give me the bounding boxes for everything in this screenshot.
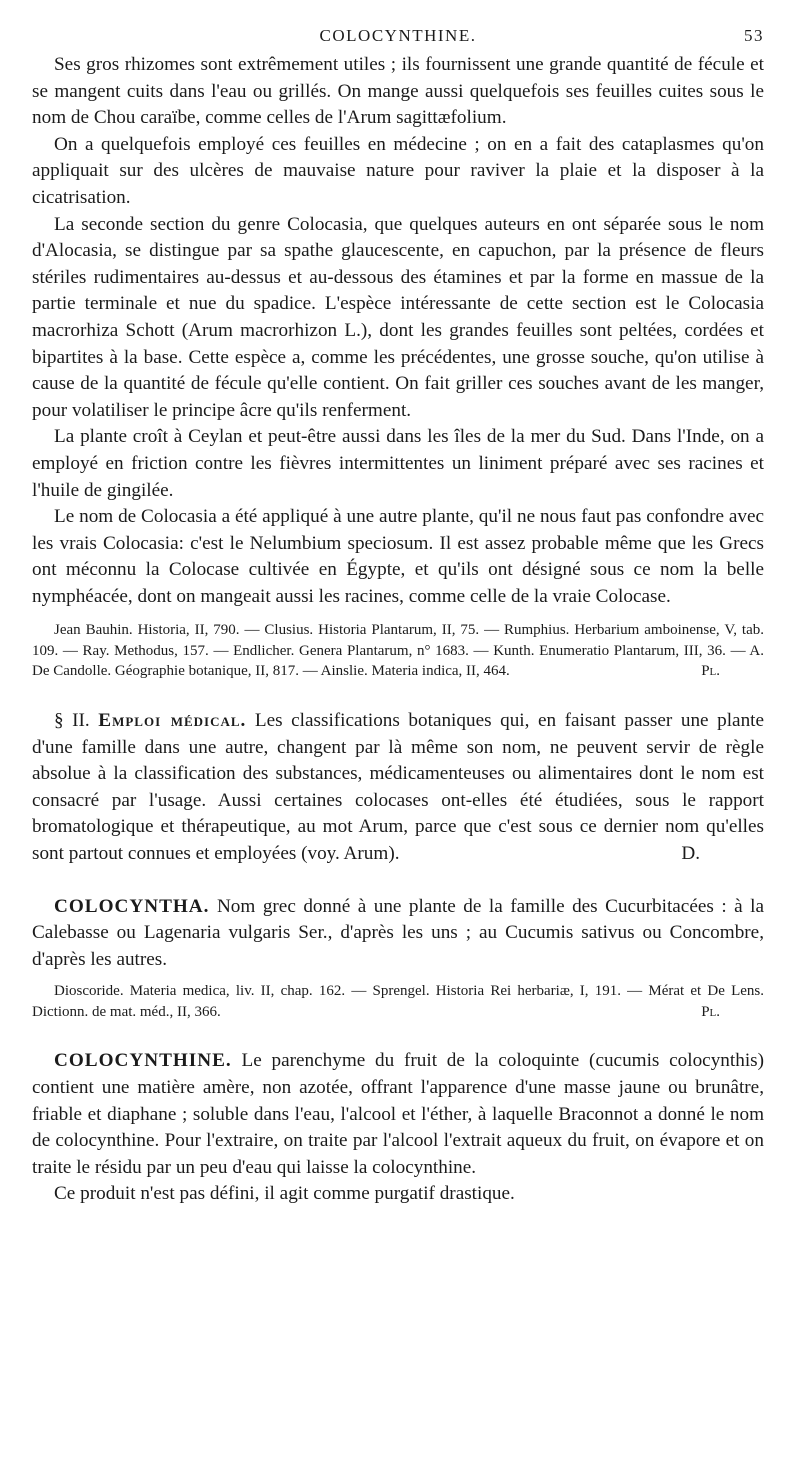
author-signature: Pl. bbox=[701, 663, 720, 680]
page-number: 53 bbox=[744, 26, 764, 45]
closing-sentence: Ce produit n'est pas défini, il agit comme purgatif drastique. bbox=[54, 1183, 515, 1205]
running-title: COLOCYNTHINE. bbox=[319, 26, 477, 45]
references-text: Jean Bauhin. Historia, II, 790. — Clusius. Historia Plantarum, II, 75. — Rumphius. Herbarium amboinense, V, tab. 109. — Ray. Methodus, 157. — Endlicher. Genera Plantarum, n° 1683. — Kunth. Enumeratio Plantarum, III, 36. — A. De Candolle. Géographie botanique, II, 817. — Ainslie. Materia indica, II, 464. bbox=[32, 622, 764, 680]
author-signature: D. bbox=[681, 842, 700, 864]
entry-text: Nom grec donné à une plante de la famille des Cucurbitacées : à la Calebasse ou Lagenaria vulgaris Ser., d'après les uns ; au Cucumis sativus ou Concombre, d'après les autres. bbox=[32, 895, 764, 970]
entry-headword: COLOCYNTHA. bbox=[54, 895, 210, 917]
paragraph-rhizomes: Ses gros rhizomes sont extrêmement utiles ; ils fournissent une grande quantité de fécule et se mangent cuits dans l'eau ou grillés. On mange aussi quelquefois ses feuilles cuites sous le nom de Chou caraïbe, comme celles de l'Arum sagittæfolium. bbox=[32, 54, 764, 129]
running-header bbox=[32, 26, 764, 52]
page bbox=[32, 26, 764, 1208]
paragraph-alocasia: La seconde section du genre Colocasia, que quelques auteurs en ont séparée sous le nom d'Alocasia, se distingue par sa spathe glaucescente, en capuchon, par la présence de fleurs stériles rudimentaires au-dessus et au-dessous des étamines et par la forme en massue de la partie terminale et nue du spadice. L'espèce intéressante de cette section est le Colocasia macrorhiza Schott (Arum macrorhizon L.), dont les grandes feuilles sont peltées, cordées et bipartites à la base. Cette espèce a, comme les précédentes, une grosse souche, qu'on utilise à cause de la quantité de fécule qu'elle contient. On fait griller ces souches avant de les manger, pour volatiliser le principe âcre qu'ils renferment. bbox=[32, 213, 764, 421]
paragraph-ceylan: La plante croît à Ceylan et peut-être aussi dans les îles de la mer du Sud. Dans l'Inde, on a employé en friction contre les fièvres intermittentes un liniment préparé avec ses racines et l'huile de gingilée. bbox=[32, 426, 764, 501]
paragraph-nelumbium: Le nom de Colocasia a été appliqué à une autre plante, qu'il ne nous faut pas confondre avec les vrais Colocasia: c'est le Nelumbium speciosum. Il est assez probable même que les Grecs ont méconnu la Colocase cultivée en Égypte, et qu'ils ont désigné sous ce nom la belle nymphéacée, dont on mangeait aussi les racines, comme celle de la vraie Colocase. bbox=[32, 506, 764, 607]
references-text: Dioscoride. Materia medica, liv. II, chap. 162. — Sprengel. Historia Rei herbariæ, I, 191. — Mérat et De Lens. Dictionn. de mat. méd., II, 366. bbox=[32, 983, 764, 1020]
bibliography-colocasia bbox=[32, 620, 764, 682]
paragraph-medecine: On a quelquefois employé ces feuilles en médecine ; on en a fait des cataplasmes qu'on appliquait sur des ulcères de mauvaise nature pour raviver la plaie et la disposer à la cicatrisation. bbox=[32, 133, 764, 208]
section-marker: § II. bbox=[54, 709, 90, 731]
author-signature: Pl. bbox=[701, 1003, 720, 1020]
entry-colocynthine bbox=[32, 1048, 764, 1208]
section-emploi-medical bbox=[32, 708, 764, 868]
section-heading: Emploi médical. bbox=[98, 709, 247, 731]
entry-colocyntha bbox=[32, 894, 764, 1023]
entry-text: Le parenchyme du fruit de la coloquinte (cucumis colocynthis) contient une matière amère, non azotée, offrant l'apparence d'une masse jaune ou brunâtre, friable et diaphane ; soluble dans l'eau, l'alcool et l'éther, à laquelle Braconnot a donné le nom de colocynthine. Pour l'extraire, on traite par l'alcool l'extrait aqueux du fruit, on évapore et on traite le résidu par un peu d'eau qui laisse la colocynthine. bbox=[32, 1050, 765, 1178]
section-text: Les classifications botaniques qui, en faisant passer une plante d'une famille dans une autre, changent par là même son nom, ne peuvent servir de règle absolue à la classification des substances, médicamenteuses ou alimentaires dont le nom est consacré par l'usage. Aussi certaines colocases ont-elles été étudiées, sous le rapport bromatologique et thérapeutique, au mot Arum, parce que c'est sous ce dernier nom qu'elles sont partout connues et employées (voy. Arum). bbox=[32, 709, 765, 864]
bibliography-colocyntha bbox=[32, 981, 764, 1022]
main-text bbox=[32, 52, 764, 1208]
entry-headword: COLOCYNTHINE. bbox=[54, 1050, 232, 1072]
